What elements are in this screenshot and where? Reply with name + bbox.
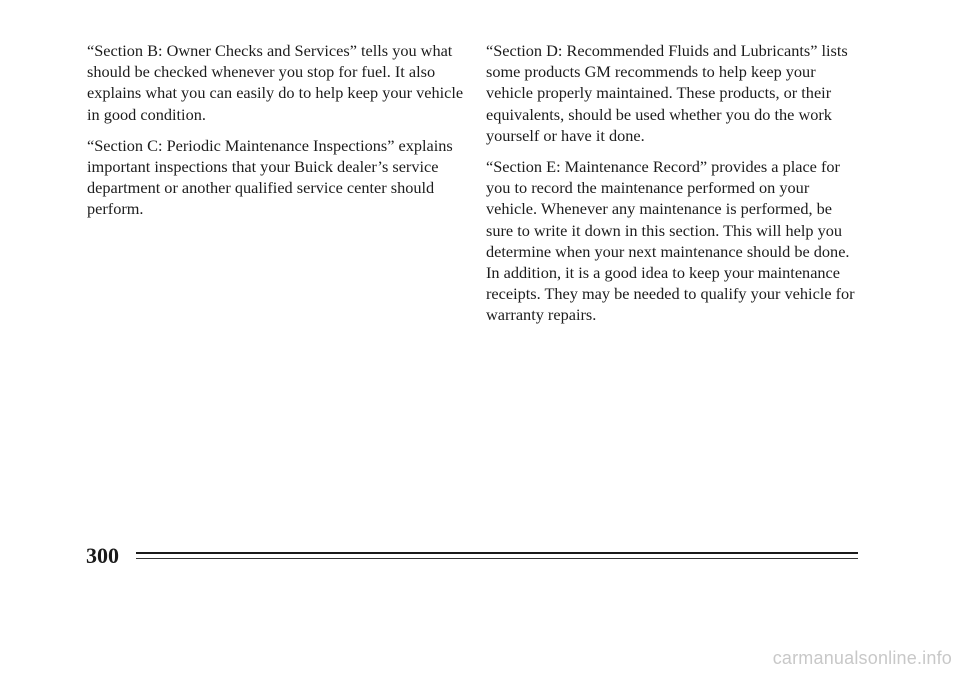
- watermark-text: carmanualsonline.info: [772, 648, 952, 668]
- footer-rule-thick: [136, 552, 858, 554]
- page-footer: [86, 544, 860, 568]
- left-column: [87, 40, 472, 230]
- paragraph-section-e: “Section E: Maintenance Record” provides a place for you to record the maintenance performed on your vehicle. Whenever any maintenance is performed, be sure to write it down in this section. This will help you determine when your next maintenance should be done. In addition, it is a good idea to keep your maintenance receipts. They may be needed to qualify your vehicle for warranty repairs.: [486, 157, 855, 325]
- footer-rule-thin: [136, 558, 858, 559]
- paragraph-section-b: “Section B: Owner Checks and Services” tells you what should be checked whenever you stop for fuel. It also explains what you can easily do to help keep your vehicle in good condition.: [87, 41, 464, 124]
- paragraph-section-d: “Section D: Recommended Fluids and Lubricants” lists some products GM recommends to help keep your vehicle properly maintained. These products, or their equivalents, should be used whether you do the work yourself or have it done.: [486, 41, 848, 145]
- page-number: 300: [86, 543, 119, 568]
- right-column: [486, 40, 858, 336]
- paragraph-section-c: “Section C: Periodic Maintenance Inspections” explains important inspections that your Buick dealer’s service department or another qualified service center should perform.: [87, 135, 453, 219]
